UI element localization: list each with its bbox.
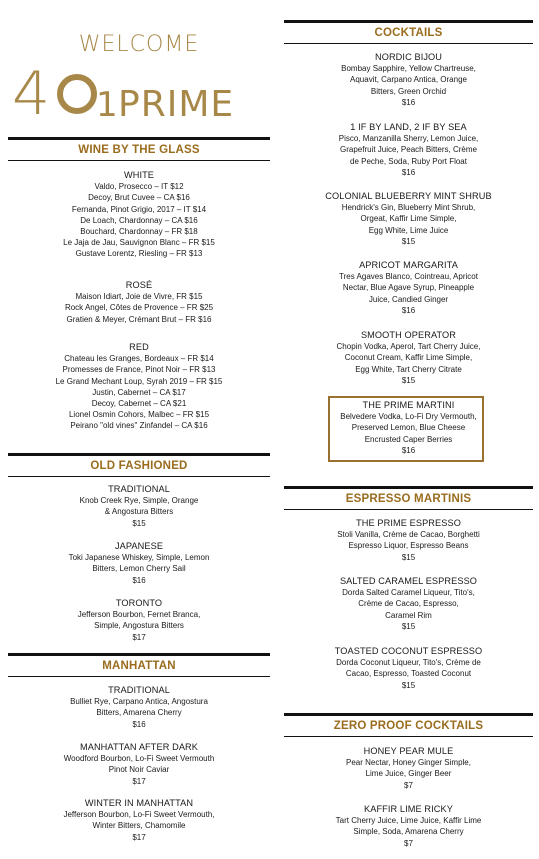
drink-price: $16 xyxy=(132,719,146,729)
wine-item: Rock Angel, Côtes de Provence – FR $25 xyxy=(64,303,214,313)
wine-category-name: ROSÉ xyxy=(125,280,153,290)
wine-item: Justin, Cabernet – CA $17 xyxy=(92,387,186,397)
drink-toronto xyxy=(8,598,270,643)
wine-item: Maison Idiart, Joie de Vivre, FR $15 xyxy=(75,292,203,302)
drink-ingredients: Tart Cherry Juice, Lime Juice, Kaffir Lime xyxy=(335,816,482,826)
drink-price: $16 xyxy=(401,167,416,177)
drink-ingredients: Dorda Coconut Liqueur, Tito's, Crème de xyxy=(336,658,481,668)
drink-1-if-by-land xyxy=(284,122,533,178)
wine-item: Promesses de France, Pinot Noir – FR $13 xyxy=(62,365,216,375)
drink-ingredients: Bitters, Lemon Cherry Sail xyxy=(92,564,186,574)
drink-name: TORONTO xyxy=(115,598,163,608)
drink-ingredients: Pisco, Manzanilla Sherry, Lemon Juice, xyxy=(338,134,479,144)
section-title: OLD FASHIONED xyxy=(90,460,188,472)
wine-item: Chateau les Granges, Bordeaux – FR $14 xyxy=(64,354,214,364)
old-fashioned-header xyxy=(8,453,270,477)
drink-name: WINTER IN MANHATTAN xyxy=(84,798,194,808)
wine-item: Gustave Lorentz, Riesling – FR $13 xyxy=(75,249,203,259)
drink-ingredients: Preserved Lemon, Blue Cheese xyxy=(351,423,466,433)
zero-proof-header xyxy=(284,713,533,737)
drink-ingredients: Crème de Cacao, Espresso, xyxy=(358,599,459,609)
drink-name: THE PRIME MARTINI xyxy=(362,400,455,410)
drink-ingredients: Caramel Rim xyxy=(385,610,432,620)
wine-item: Peirano "old vines" Zinfandel – CA $16 xyxy=(70,421,208,431)
wine-item: Decoy, Cabernet – CA $21 xyxy=(91,399,187,409)
drink-ingredients: Coconut Cream, Kaffir Lime Simple, xyxy=(344,353,473,363)
drink-name: NORDIC BIJOU xyxy=(374,52,443,62)
drink-ingredients: Bitters, Green Orchid xyxy=(370,86,447,96)
wine-category-name: RED xyxy=(129,342,149,352)
drink-ingredients: Simple, Soda, Amarena Cherry xyxy=(353,827,464,837)
drink-ingredients: Egg White, Tart Cherry Citrate xyxy=(355,364,462,374)
drink-kaffir-lime-ricky xyxy=(284,804,533,849)
wine-rose xyxy=(8,280,270,325)
drink-japanese xyxy=(8,541,270,586)
drink-price: $17 xyxy=(132,776,146,786)
section-title: COCKTAILS xyxy=(374,27,443,39)
wine-item: Le Grand Mechant Loup, Syrah 2019 – FR $15 xyxy=(55,376,223,386)
drink-smooth-operator xyxy=(284,330,533,386)
wine-item: Bouchard, Chardonnay – FR $18 xyxy=(80,227,198,237)
drink-ingredients: Tres Agaves Blanco, Cointreau, Apricot xyxy=(339,272,478,282)
drink-ingredients: Aquavit, Carpano Antica, Orange xyxy=(350,75,467,85)
drink-price: $16 xyxy=(401,97,416,107)
drink-ingredients: Orgeat, Kaffir Lime Simple, xyxy=(360,214,457,224)
drink-ingredients: Juice, Candied Ginger xyxy=(368,294,449,304)
drink-ingredients: Egg White, Lime Juice xyxy=(368,225,449,235)
drink-name: 1 IF BY LAND, 2 IF BY SEA xyxy=(350,122,467,132)
drink-ingredients: Nectar, Blue Agave Syrup, Pineapple xyxy=(342,283,475,293)
manhattan-header xyxy=(8,653,270,677)
wine-item: De Loach, Chardonnay – CA $16 xyxy=(80,215,198,225)
wine-item: Fernanda, Pinot Grigio, 2017 – IT $14 xyxy=(71,204,207,214)
espresso-header xyxy=(284,486,533,510)
drink-ingredients: Winter Bitters, Chamomile xyxy=(92,821,186,831)
drink-name: COLONIAL BLUEBERRY MINT SHRUB xyxy=(325,191,492,201)
wine-category-name: WHITE xyxy=(123,170,155,180)
drink-ingredients: Jefferson Bourbon, Lo-Fi Sweet Vermouth, xyxy=(63,810,215,820)
drink-price: $17 xyxy=(132,832,146,842)
drink-ingredients: Bulliet Rye, Carpano Antica, Angostura xyxy=(70,697,208,707)
drink-ingredients: Bombay Sapphire, Yellow Chartreuse, xyxy=(341,64,476,74)
drink-ingredients: Stoli Vanilla, Crème de Cacao, Borghetti xyxy=(337,530,480,540)
drink-name: TRADITIONAL xyxy=(108,484,170,494)
drink-name: KAFFIR LIME RICKY xyxy=(364,804,453,814)
drink-ingredients: Belvedere Vodka, Lo-Fi Dry Vermouth, xyxy=(340,412,477,422)
drink-name: TOASTED COCONUT ESPRESSO xyxy=(334,646,483,656)
drink-price: $17 xyxy=(132,632,146,642)
drink-colonial-blueberry xyxy=(284,191,533,247)
drink-ingredients: Pear Nectar, Honey Ginger Simple, xyxy=(346,758,471,768)
wine-item: Lionel Osmin Cohors, Malbec – FR $15 xyxy=(68,410,210,420)
drink-ingredients: & Angostura Bitters xyxy=(104,507,174,517)
section-title: ZERO PROOF COCKTAILS xyxy=(333,720,484,732)
drink-nordic-bijou xyxy=(284,52,533,108)
logo-zero-ring xyxy=(60,77,94,111)
welcome-heading: WELCOME xyxy=(78,32,200,57)
drink-name: APRICOT MARGARITA xyxy=(359,260,458,270)
drink-price: $15 xyxy=(401,236,416,246)
wine-item: Decoy, Brut Cuvee – CA $16 xyxy=(88,193,190,203)
drink-salted-caramel xyxy=(284,576,533,632)
section-title: WINE BY THE GLASS xyxy=(78,144,200,156)
drink-prime-martini xyxy=(284,400,533,456)
drink-price: $7 xyxy=(404,780,413,790)
drink-ingredients: Chopin Vodka, Aperol, Tart Cherry Juice, xyxy=(336,342,481,352)
drink-ingredients: Simple, Angostura Bitters xyxy=(94,621,184,631)
cocktails-header xyxy=(284,20,533,44)
drink-ingredients: Dorda Salted Caramel Liqueur, Tito's, xyxy=(342,588,475,598)
drink-name: HONEY PEAR MULE xyxy=(363,746,454,756)
logo-digit-4: 4 xyxy=(12,62,51,122)
drink-traditional-old-fashioned xyxy=(8,484,270,529)
drink-name: THE PRIME ESPRESSO xyxy=(356,518,461,528)
drink-prime-espresso xyxy=(284,518,533,563)
section-title: MANHATTAN xyxy=(102,660,176,672)
drink-price: $15 xyxy=(401,375,416,385)
drink-name: SMOOTH OPERATOR xyxy=(360,330,457,340)
drink-price: $16 xyxy=(132,575,146,585)
drink-apricot-margarita xyxy=(284,260,533,316)
drink-honey-pear-mule xyxy=(284,746,533,791)
wine-white xyxy=(8,170,270,260)
drink-ingredients: Hendrick's Gin, Blueberry Mint Shrub, xyxy=(341,203,476,213)
drink-name: MANHATTAN AFTER DARK xyxy=(79,742,199,752)
wine-item: Valdo, Prosecco – IT $12 xyxy=(94,182,184,192)
wine-item: Le Jaja de Jau, Sauvignon Blanc – FR $15 xyxy=(63,238,215,248)
drink-ingredients: Pinot Noir Caviar xyxy=(108,765,170,775)
drink-ingredients: Grapefruit Juice, Peach Bitters, Crème xyxy=(340,145,477,155)
drink-manhattan-after-dark xyxy=(8,742,270,787)
section-title: ESPRESSO MARTINIS xyxy=(345,493,472,505)
drink-price: $16 xyxy=(401,445,416,455)
drink-price: $16 xyxy=(401,305,416,315)
wine-header xyxy=(8,137,270,161)
drink-ingredients: Bitters, Amarena Cherry xyxy=(96,708,182,718)
brand-logo xyxy=(10,62,260,122)
logo-digit-1: 1 xyxy=(96,85,118,122)
drink-traditional-manhattan xyxy=(8,685,270,730)
logo-prime: PRIME xyxy=(118,84,235,122)
drink-name: JAPANESE xyxy=(114,541,164,551)
drink-price: $15 xyxy=(132,518,146,528)
drink-ingredients: Espresso Liquor, Espresso Beans xyxy=(348,541,469,551)
drink-price: $15 xyxy=(401,552,416,562)
drink-price: $15 xyxy=(401,680,416,690)
drink-ingredients: Knob Creek Rye, Simple, Orange xyxy=(79,496,199,506)
wine-item: Gratien & Meyer, Crémant Brut – FR $16 xyxy=(66,314,212,324)
drink-name: SALTED CARAMEL ESPRESSO xyxy=(339,576,478,586)
wine-red xyxy=(8,342,270,432)
drink-winter-in-manhattan xyxy=(8,798,270,843)
drink-ingredients: Cacao, Espresso, Toasted Coconut xyxy=(345,669,472,679)
drink-toasted-coconut xyxy=(284,646,533,691)
drink-ingredients: Woodford Bourbon, Lo-Fi Sweet Vermouth xyxy=(63,754,215,764)
drink-ingredients: Encrusted Caper Berries xyxy=(364,434,453,444)
drink-ingredients: Jefferson Bourbon, Fernet Branca, xyxy=(77,610,201,620)
drink-ingredients: de Peche, Soda, Ruby Port Float xyxy=(350,156,467,166)
drink-price: $15 xyxy=(401,621,416,631)
drink-name: TRADITIONAL xyxy=(108,685,170,695)
drink-ingredients: Toki Japanese Whiskey, Simple, Lemon xyxy=(68,553,210,563)
drink-ingredients: Lime Juice, Ginger Beer xyxy=(365,769,452,779)
drink-price: $7 xyxy=(404,838,413,848)
